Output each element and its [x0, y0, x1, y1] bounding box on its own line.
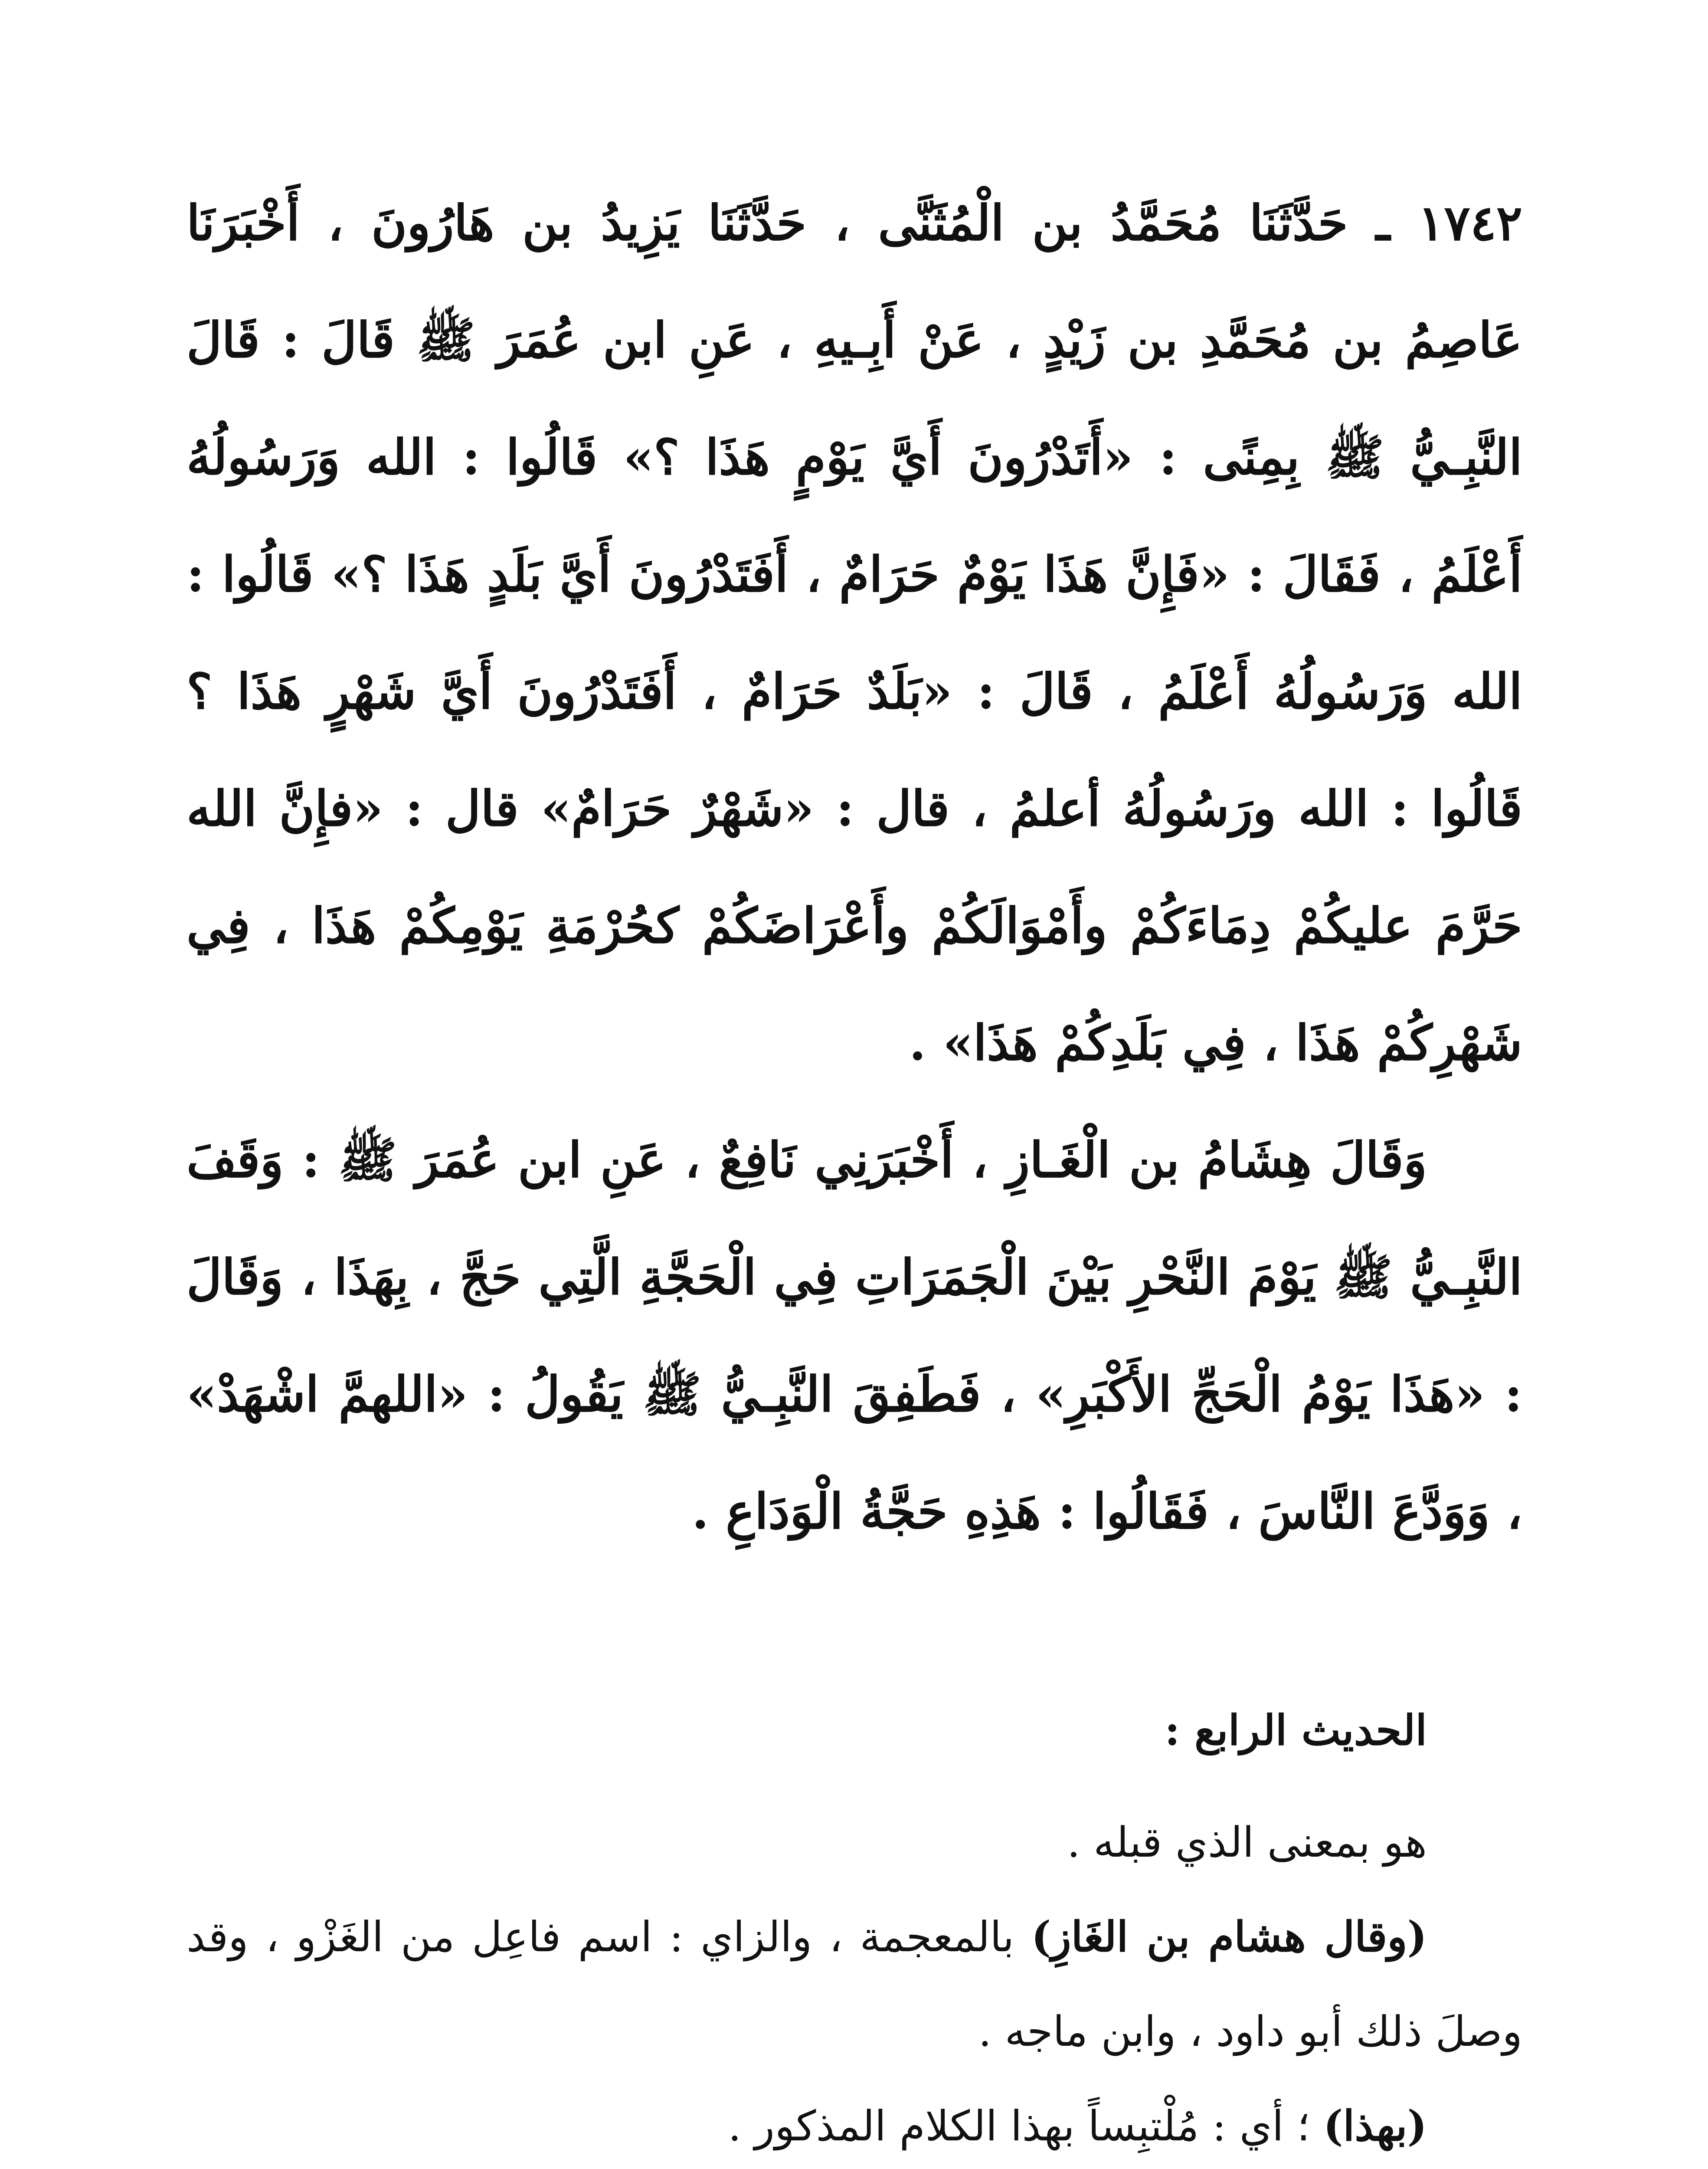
- hadith-paragraph-2: وَقَالَ هِشَامُ بن الْغَـازِ ، أَخْبَرَنِي نَافِعٌ ، عَنِ ابن عُمَرَ ﷺ : وَقَفَ النَّبِـيُّ ﷺ يَوْمَ النَّحْرِ بَيْنَ الْجَمَرَاتِ فِي الْحَجَّةِ الَّتِي حَجَّ ، بِهَذَا ، وَقَالَ : «هَذَا يَوْمُ الْحَجِّ الأَكْبَرِ» ، فَطَفِقَ النَّبِـيُّ ﷺ يَقُولُ : «اللهمَّ اشْهَدْ» ، وَوَدَّعَ النَّاسَ ، فَقَالُوا : هَذِهِ حَجَّةُ الْوَدَاعِ .: [187, 1132, 1522, 1540]
- commentary-note-2: [187, 2079, 1522, 2169]
- document-page: [187, 165, 1522, 2169]
- hadith-text-block: [187, 165, 1522, 1570]
- note-2-term: (بهذا): [1323, 2101, 1427, 2150]
- section-heading: الحديث الرابع :: [1165, 1706, 1427, 1755]
- commentary-note-1: [187, 1890, 1522, 2079]
- commentary-line-1: هو بمعنى الذي قبله .: [1067, 1818, 1427, 1867]
- note-1-term: (وقال هشام بن الغَازِ): [1031, 1912, 1427, 1961]
- note-2-text: ؛ أي : مُلْتبِساً بهذا الكلام المذكور .: [728, 2102, 1324, 2150]
- note-1-text: بالمعجمة ، والزاي : اسم فاعِل من الغَزْو ، وقد وصلَ ذلك أبو داود ، وابن ماجه .: [187, 1913, 1522, 2056]
- hadith-paragraph-1: ١٧٤٢ ـ حَدَّثَنَا مُحَمَّدُ بن الْمُثَنَّى ، حَدَّثَنَا يَزِيدُ بن هَارُونَ ، أَخْبَرَنَا عَاصِمُ بن مُحَمَّدِ بن زَيْدٍ ، عَنْ أَبِـيهِ ، عَنِ ابن عُمَرَ ﷺ قَالَ : قَالَ النَّبِـيُّ ﷺ بِمِنًى : «أَتَدْرُونَ أَيَّ يَوْمٍ هَذَا ؟» قَالُوا : الله وَرَسُولُهُ أَعْلَمُ ، فَقَالَ : «فَإِنَّ هَذَا يَوْمٌ حَرَامٌ ، أَفَتَدْرُونَ أَيَّ بَلَدٍ هَذَا ؟» قَالُوا : الله وَرَسُولُهُ أَعْلَمُ ، قَالَ : «بَلَدٌ حَرَامٌ ، أَفَتَدْرُونَ أَيَّ شَهْرٍ هَذَا ؟ قَالُوا : الله ورَسُولُهُ أعلمُ ، قال : «شَهْرٌ حَرَامٌ» قال : «فإِنَّ الله حَرَّمَ عليكُمْ دِمَاءَكُمْ وأَمْوَالَكُمْ وأَعْرَاضَكُمْ كحُرْمَةِ يَوْمِكُمْ هَذَا ، فِي شَهْرِكُمْ هَذَا ، فِي بَلَدِكُمْ هَذَا» .: [187, 195, 1523, 1071]
- commentary-block: [187, 1683, 1522, 2169]
